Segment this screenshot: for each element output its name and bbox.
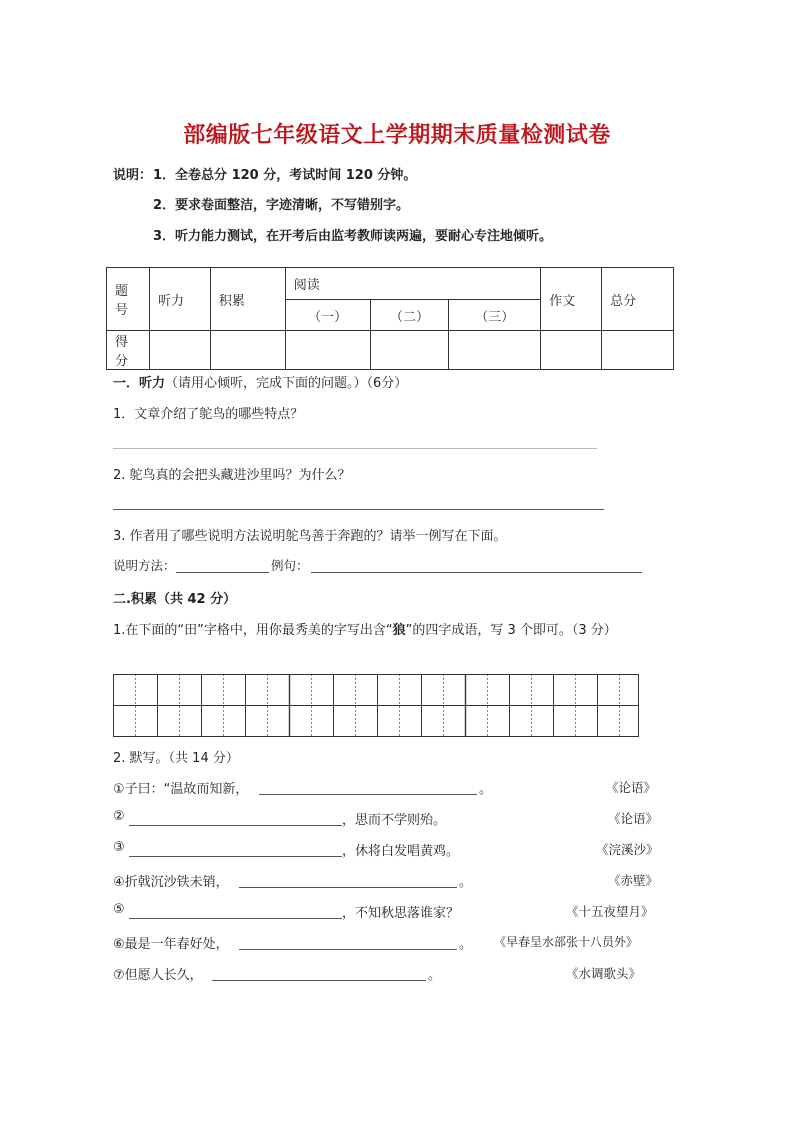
- poem-text-after: 。: [428, 968, 442, 983]
- poem-source: 《论语》: [606, 780, 657, 795]
- poem-text-before: ③: [113, 840, 125, 855]
- poem-text-after: ，休将白发唱黄鸡。: [342, 844, 460, 859]
- score-cell-accumulation[interactable]: [210, 331, 285, 370]
- table-header-number: 题号: [107, 268, 150, 331]
- table-header-accumulation: 积累: [210, 268, 285, 331]
- table-header-composition: 作文: [541, 268, 602, 331]
- poem-answer-line[interactable]: [129, 825, 342, 826]
- question-2-2: 2. 默写。（共 14 分）: [113, 751, 239, 766]
- question-2-1-key-char: 狼: [392, 623, 406, 638]
- score-cell-listening[interactable]: [149, 331, 210, 370]
- poem-text-before: ②: [113, 809, 125, 824]
- poem-answer-line[interactable]: [239, 887, 457, 888]
- instruction-item-3: 3．听力能力测试，在开考后由监考教师读两遍，要耐心专注地倾听。: [153, 229, 553, 244]
- poem-source: 《早春呈水部张十八员外》: [494, 935, 639, 949]
- poem-text-after: 。: [459, 875, 473, 890]
- table-header-reading-2: （二）: [370, 300, 449, 331]
- score-cell-reading-3[interactable]: [449, 331, 541, 370]
- poem-text-after: 。: [479, 782, 493, 797]
- poem-source: 《赤壁》: [608, 873, 659, 888]
- example-answer-line[interactable]: [311, 572, 642, 573]
- question-1-1: 1．文章介绍了鸵鸟的哪些特点？: [113, 407, 304, 422]
- table-header-reading: 阅读: [285, 268, 541, 300]
- poem-text-before: ⑤: [113, 902, 125, 917]
- instruction-item-1: 1．全卷总分 120 分，考试时间 120 分钟。: [153, 168, 417, 183]
- poem-source: 《浣溪沙》: [596, 842, 659, 857]
- poem-text-before: ⑥最是一年春好处，: [113, 937, 229, 952]
- question-2-1: [113, 619, 617, 638]
- poem-text-after: ，思而不学则殆。: [342, 813, 447, 828]
- section1-heading-note: （请用心倾听，完成下面的问题。）（6分）: [165, 376, 408, 391]
- poem-source: 《十五夜望月》: [566, 904, 654, 919]
- method-label: 说明方法：: [113, 558, 176, 573]
- section1-heading: 一．听力: [113, 376, 166, 391]
- poem-answer-line[interactable]: [129, 918, 342, 919]
- table-score-label: 得分: [107, 331, 150, 370]
- poem-answer-line[interactable]: [129, 856, 342, 857]
- section1-heading-line: [113, 372, 407, 391]
- table-header-listening: 听力: [149, 268, 210, 331]
- answer-line-1-2[interactable]: [113, 509, 604, 510]
- poem-text-after: 。: [459, 937, 473, 952]
- poem-source: 《论语》: [608, 811, 659, 826]
- poem-source: 《水调歌头》: [566, 966, 642, 981]
- answer-line-1-1[interactable]: [113, 448, 597, 449]
- table-header-total: 总分: [602, 268, 674, 331]
- example-label: 例句：: [271, 558, 309, 573]
- poem-text-after: ，不知秋思落谁家？: [342, 906, 460, 921]
- poem-text-before: ④折戟沉沙铁未销，: [113, 875, 229, 890]
- tianzige-writing-grid[interactable]: [113, 674, 641, 738]
- instruction-item-2: 2．要求卷面整洁，字迹清晰，不写错别字。: [153, 198, 410, 213]
- section2-heading: 二.积累（共 42 分）: [113, 592, 237, 607]
- question-2-1-text-after: ”的四字成语，写 3 个即可。（3 分）: [405, 623, 617, 638]
- poem-text-before: ①子曰：“温故而知新，: [113, 782, 249, 797]
- question-1-2: 2. 鸵鸟真的会把头藏进沙里吗？为什么？: [113, 468, 351, 483]
- table-header-reading-3: （三）: [449, 300, 541, 331]
- score-table: [106, 267, 674, 370]
- poem-answer-line[interactable]: [212, 980, 426, 981]
- question-1-3: 3. 作者用了哪些说明方法说明鸵鸟善于奔跑的？请举一例写在下面。: [113, 529, 507, 544]
- method-answer-line[interactable]: [176, 572, 269, 573]
- poem-answer-line[interactable]: [239, 949, 457, 950]
- instructions-label: 说明：: [113, 168, 153, 183]
- exam-title: 部编版七年级语文上学期期末质量检测试卷: [183, 122, 611, 148]
- question-2-1-text-before: 1.在下面的“田”字格中，用你最秀美的字写出含“: [113, 623, 393, 638]
- poem-text-before: ⑦但愿人长久，: [113, 968, 203, 983]
- table-header-reading-1: （一）: [285, 300, 370, 331]
- score-cell-reading-2[interactable]: [370, 331, 449, 370]
- poem-answer-line[interactable]: [259, 794, 477, 795]
- score-cell-total[interactable]: [602, 331, 674, 370]
- score-cell-reading-1[interactable]: [285, 331, 370, 370]
- score-cell-composition[interactable]: [541, 331, 602, 370]
